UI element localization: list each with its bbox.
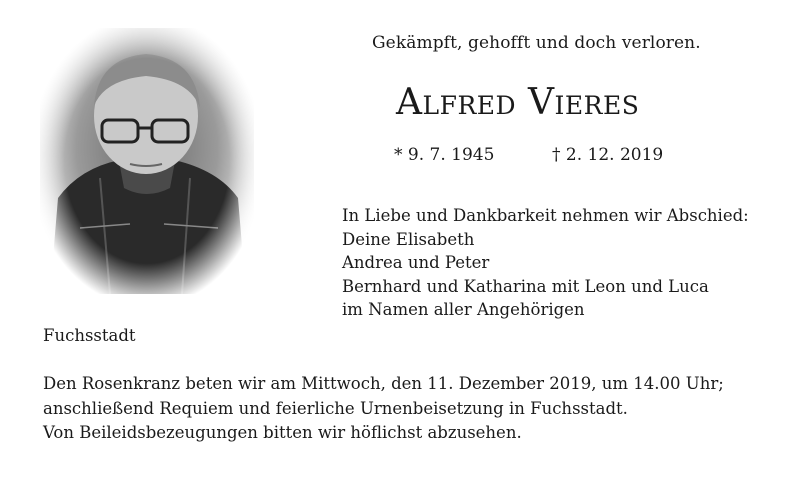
mourner-line: Andrea und Peter [342,253,490,272]
deceased-name: Alfred Vieres [396,82,640,123]
place-name: Fuchsstadt [43,326,136,345]
mourner-line: im Namen aller Angehörigen [342,300,585,319]
mourner-line: Bernhard und Katharina mit Leon und Luca [342,276,709,296]
portrait-photo [40,28,254,294]
notice-line: Von Beileidsbezeugungen bitten wir höflichst abzusehen. [43,423,522,442]
farewell-line: In Liebe und Dankbarkeit nehmen wir Abschied: [342,206,749,225]
birth-date: * 9. 7. 1945 [394,145,495,165]
notice-line: Den Rosenkranz beten wir am Mittwoch, den 11. Dezember 2019, um 14.00 Uhr; [43,374,724,393]
mourner-line: Deine Elisabeth [342,229,475,249]
service-notice [43,372,724,446]
death-date: † 2. 12. 2019 [552,145,664,165]
notice-line: anschließend Requiem und feierliche Urnenbeisetzung in Fuchsstadt. [43,398,628,418]
family-farewell [342,204,749,322]
motto-text: Gekämpft, gehofft und doch verloren. [372,33,701,53]
